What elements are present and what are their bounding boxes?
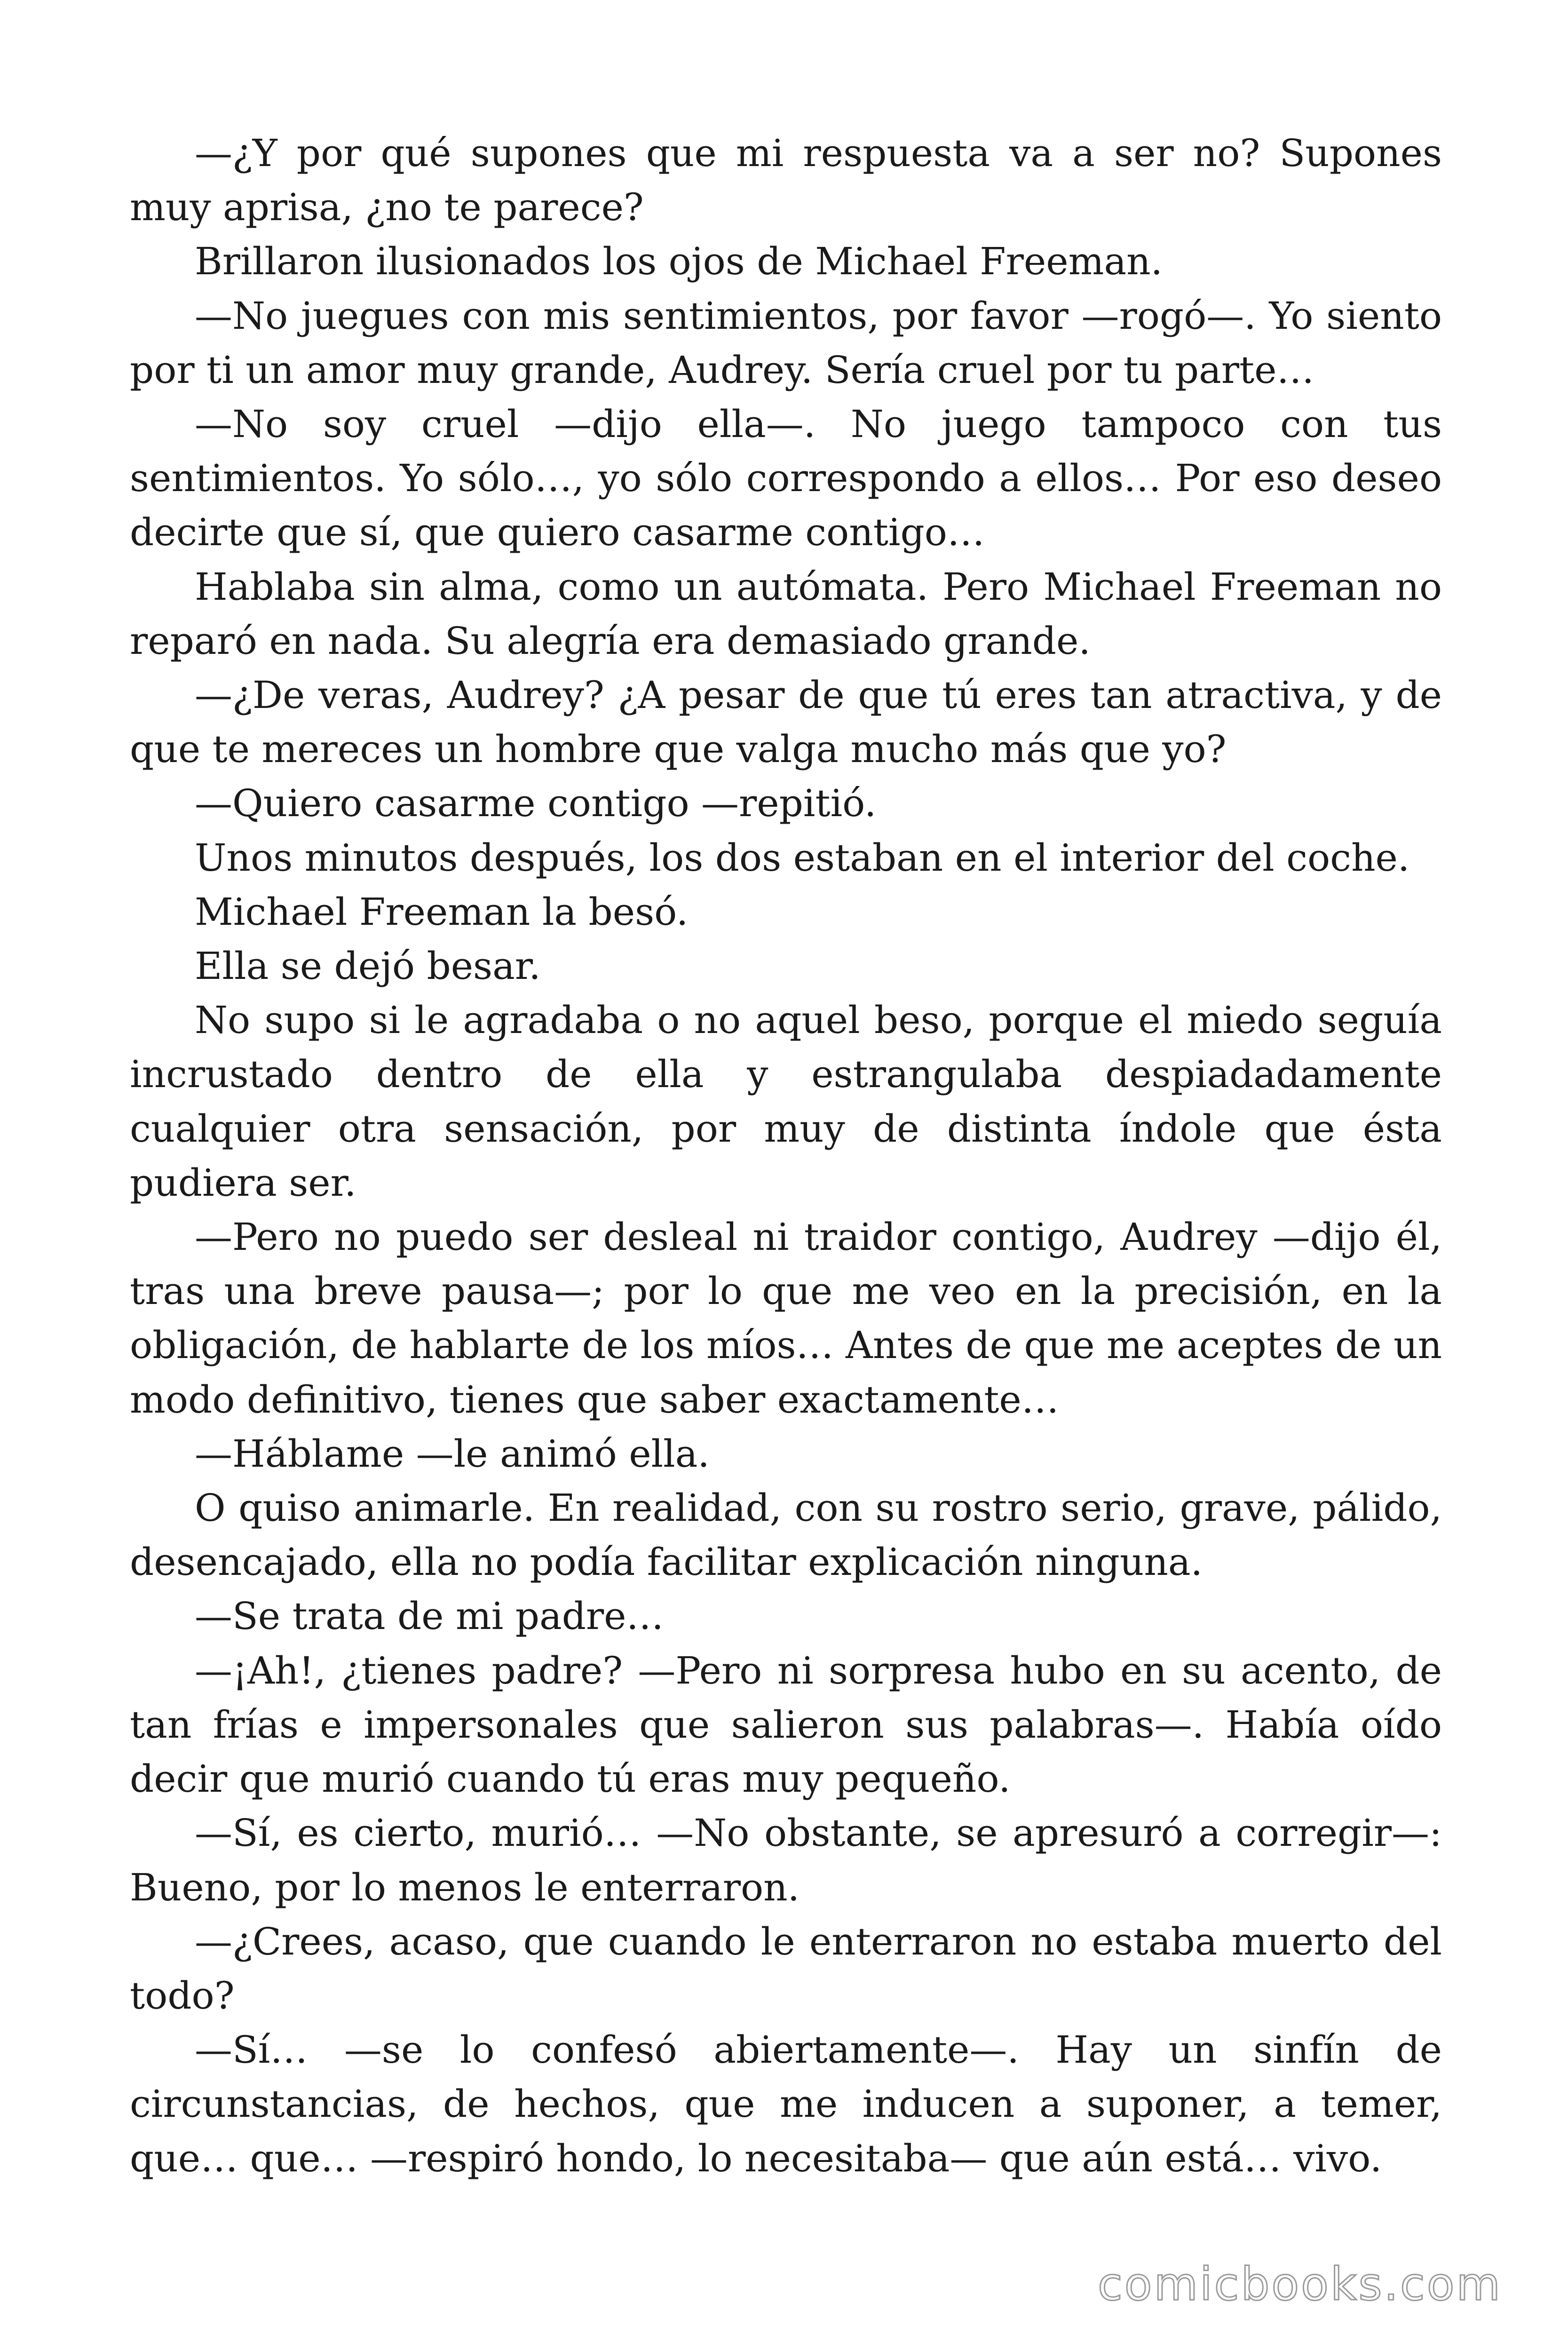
paragraph: —¿Y por qué supones que mi respuesta va a ser no? Supones muy aprisa, ¿no te parece? xyxy=(130,131,1442,230)
paragraph: Unos minutos después, los dos estaban en el interior del coche. xyxy=(195,835,1410,880)
paragraph: Brillaron ilusionados los ojos de Michael Freeman. xyxy=(195,239,1163,284)
paragraph: —Sí… —se lo confesó abiertamente—. Hay un sinfín de circunstancias, de hechos, que me inducen a suponer, a temer, que… que… —respiró hondo, lo necesitaba— que aún está… vivo. xyxy=(130,2028,1442,2180)
paragraph: Michael Freeman la besó. xyxy=(195,890,689,934)
paragraph: —Quiero casarme contigo —repitió. xyxy=(195,781,877,826)
paragraph: —¡Ah!, ¿tienes padre? —Pero ni sorpresa hubo en su acento, de tan frías e impersonales que salieron sus palabras—. Había oído decir que murió cuando tú eras muy pequeño. xyxy=(130,1648,1442,1801)
paragraph: Ella se dejó besar. xyxy=(195,944,541,988)
paragraph: —Se trata de mi padre… xyxy=(195,1594,664,1638)
paragraph: —No soy cruel —dijo ella—. No juego tampoco con tus sentimientos. Yo sólo…, yo sólo correspondo a ellos… Por eso deseo decirte que sí, que quiero casarme contigo… xyxy=(130,402,1442,555)
paragraph: —Pero no puedo ser desleal ni traidor contigo, Audrey —dijo él, tras una breve pausa—; por lo que me veo en la precisión, en la obligación, de hablarte de los míos… Antes de que me aceptes de un modo definitivo, tienes que saber exactamente… xyxy=(130,1215,1442,1422)
paragraph: —No juegues con mis sentimientos, por favor —rogó—. Yo siento por ti un amor muy grande, Audrey. Sería cruel por tu parte… xyxy=(130,294,1442,392)
paragraph: O quiso animarle. En realidad, con su rostro serio, grave, pálido, desencajado, ella no podía facilitar explicación ninguna. xyxy=(130,1486,1442,1584)
watermark: comicbooks.com xyxy=(1097,2258,1502,2311)
paragraph: —¿Crees, acaso, que cuando le enterraron no estaba muerto del todo? xyxy=(130,1919,1442,2018)
paragraph: Hablaba sin alma, como un autómata. Pero Michael Freeman no reparó en nada. Su alegría era demasiado grande. xyxy=(130,564,1442,663)
body-text xyxy=(130,126,1442,2185)
paragraph: —¿De veras, Audrey? ¿A pesar de que tú eres tan atractiva, y de que te mereces un hombre que valga mucho más que yo? xyxy=(130,673,1442,771)
paragraph: No supo si le agradaba o no aquel beso, porque el miedo seguía incrustado dentro de ella y estrangulaba despiadadamente cualquier otra sensación, por muy de distinta índole que ésta pudiera ser. xyxy=(130,998,1442,1205)
paragraph: —Sí, es cierto, murió… —No obstante, se apresuró a corregir—: Bueno, por lo menos le enterraron. xyxy=(130,1811,1442,1909)
paragraph: —Háblame —le animó ella. xyxy=(195,1431,710,1476)
